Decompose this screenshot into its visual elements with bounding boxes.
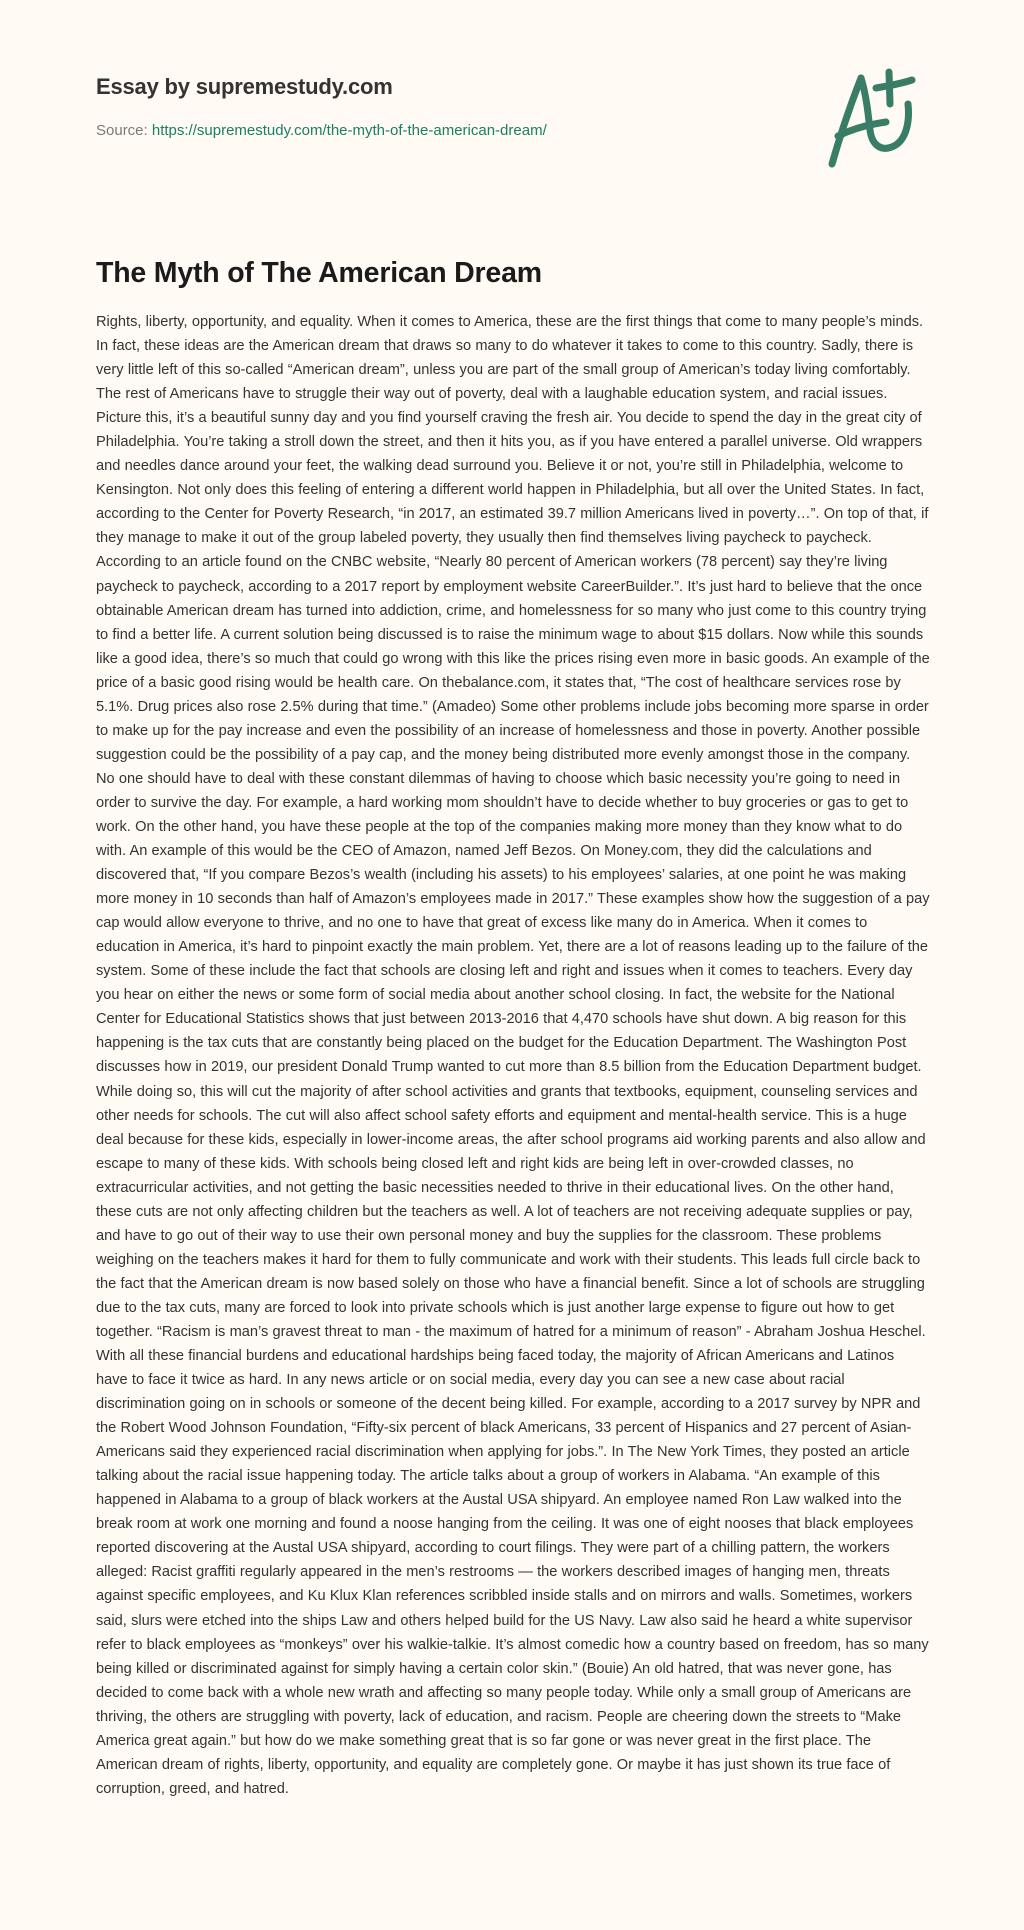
source-line: [96, 122, 547, 139]
essay-title: The Myth of The American Dream: [96, 257, 542, 289]
essay-content: [0, 230, 1024, 1801]
source-label: Source:: [96, 122, 148, 139]
source-link[interactable]: https://supremestudy.com/the-myth-of-the-american-dream/: [151, 122, 547, 139]
a-plus-grade-icon: [818, 64, 938, 174]
page-header: [0, 0, 1024, 230]
essay-body: Rights, liberty, opportunity, and equality. When it comes to America, these are the first things that come to many people’s minds. In fact, these ideas are the American dream that draws so many to do whatever it takes to come to this country. Sadly, there is very little left of this so-called “American dream”, unless you are part of the small group of American’s today living comfortably. The rest of Americans have to struggle their way out of poverty, deal with a laughable education system, and racial issues. Picture this, it’s a beautiful sunny day and you find yourself craving the fresh air. You decide to spend the day in the great city of Philadelphia. You’re taking a stroll down the street, and then it hits you, as if you have entered a parallel universe. Old wrappers and needles dance around your feet, the walking dead surround you. Believe it or not, you’re still in Philadelphia, welcome to Kensington. Not only does this feeling of entering a different world happen in Philadelphia, but all over the United States. In fact, according to the Center for Poverty Research, “in 2017, an estimated 39.7 million Americans lived in poverty…”. On top of that, if they manage to make it out of the group labeled poverty, they usually then find themselves living paycheck to paycheck. According to an article found on the CNBC website, “Nearly 80 percent of American workers (78 percent) say they’re living paycheck to paycheck, according to a 2017 report by employment website CareerBuilder.”. It’s just hard to believe that the once obtainable American dream has turned into addiction, crime, and homelessness for so many who just come to this country trying to find a better life. A current solution being discussed is to raise the minimum wage to about $15 dollars. Now while this sounds like a good idea, there’s so much that could go wrong with this like the prices rising even more in basic goods. An example of the price of a basic good rising would be health care. On thebalance.com, it states that, “The cost of healthcare services rose by 5.1%. Drug prices also rose 2.5% during that time.” (Amadeo) Some other problems include jobs becoming more sparse in order to make up for the pay increase and even the possibility of an increase of homelessness and those in poverty. Another possible suggestion could be the possibility of a pay cap, and the money being distributed more evenly amongst those in the company. No one should have to deal with these constant dilemmas of having to choose which basic necessity you’re going to need in order to survive the day. For example, a hard working mom shouldn’t have to decide whether to buy groceries or gas to get to work. On the other hand, you have these people at the top of the companies making more money than they know what to do with. An example of this would be the CEO of Amazon, named Jeff Bezos. On Money.com, they did the calculations and discovered that, “If you compare Bezos’s wealth (including his assets) to his employees’ salaries, at one point he was making more money in 10 seconds than half of Amazon’s employees made in 2017.” These examples show how the suggestion of a pay cap would allow everyone to thrive, and no one to have that great of excess like many do in America. When it comes to education in America, it’s hard to pinpoint exactly the main problem. Yet, there are a lot of reasons leading up to the failure of the system. Some of these include the fact that schools are closing left and right and issues when it comes to teachers. Every day you hear on either the news or some form of social media about another school closing. In fact, the website for the National Center for Educational Statistics shows that just between 2013-2016 that 4,470 schools have shut down. A big reason for this happening is the tax cuts that are constantly being placed on the budget for the Education Department. The Washington Post discusses how in 2019, our president Donald Trump wanted to cut more than 8.5 billion from the Education Department budget. While doing so, this will cut the majority of after school activities and grants that textbooks, equipment, counseling services and other needs for schools. The cut will also affect school safety efforts and equipment and mental-health service. This is a huge deal because for these kids, especially in lower-income areas, the after school programs aid working parents and also allow and escape to many of these kids. With schools being closed left and right kids are being left in over-crowded classes, no extracurricular activities, and not getting the basic necessities needed to thrive in their educational lives. On the other hand, these cuts are not only affecting children but the teachers as well. A lot of teachers are not receiving adequate supplies or pay, and have to go out of their way to use their own personal money and buy the supplies for the classroom. These problems weighing on the teachers makes it hard for them to fully communicate and work with their students. This leads full circle back to the fact that the American dream is now based solely on those who have a financial benefit. Since a lot of schools are struggling due to the tax cuts, many are forced to look into private schools which is just another large expense to figure out how to get together. “Racism is man’s gravest threat to man - the maximum of hatred for a minimum of reason” - Abraham Joshua Heschel. With all these financial burdens and educational hardships being faced today, the majority of African Americans and Latinos have to face it twice as hard. In any news article or on social media, every day you can see a new case about racial discrimination going on in schools or someone of the decent being killed. For example, according to a 2017 survey by NPR and the Robert Wood Johnson Foundation, “Fifty-six percent of black Americans, 33 percent of Hispanics and 27 percent of Asian-Americans said they experienced racial discrimination when applying for jobs.”. In The New York Times, they posted an article talking about the racial issue happening today. The article talks about a group of workers in Alabama. “An example of this happened in Alabama to a group of black workers at the Austal USA shipyard. An employee named Ron Law walked into the break room at work one morning and found a noose hanging from the ceiling. It was one of eight nooses that black employees reported discovering at the Austal USA shipyard, according to court filings. They were part of a chilling pattern, the workers alleged: Racist graffiti regularly appeared in the men’s restrooms — the workers described images of hanging men, threats against specific employees, and Ku Klux Klan references scribbled inside stalls and on mirrors and walls. Sometimes, workers said, slurs were etched into the ships Law and others helped build for the US Navy. Law also said he heard a white supervisor refer to black employees as “monkeys” over his walkie-talkie. It’s almost comedic how a country based on freedom, has so many being killed or discriminated against for simply having a certain color skin.” (Bouie) An old hatred, that was never gone, has decided to come back with a whole new wrath and affecting so many people today. While only a small group of Americans are thriving, the others are struggling with poverty, lack of education, and racism. People are cheering down the streets to “Make America great again.” but how do we make something great that is so far gone or was never great in the first place. The American dream of rights, liberty, opportunity, and equality are completely gone. Or maybe it has just shown its true face of corruption, greed, and hatred.: [96, 314, 930, 1797]
site-title: Essay by supremestudy.com: [96, 74, 393, 99]
